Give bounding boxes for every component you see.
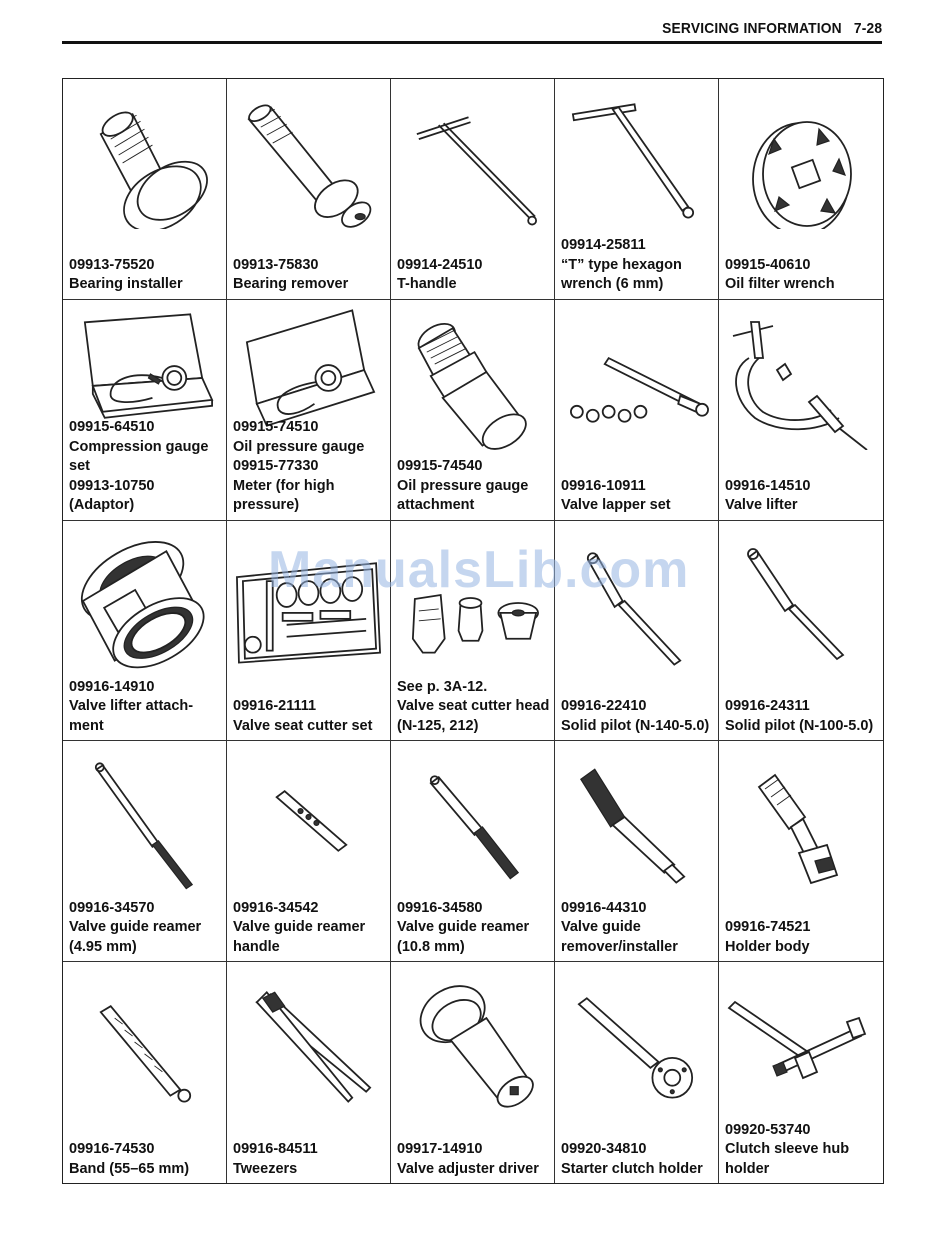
tool-name: Band (55–65 mm) [69, 1160, 190, 1177]
reamer-handle-icon [227, 741, 390, 891]
tool-name: Valve seat cutter head (N-125, 212) [397, 698, 550, 734]
part-number: 09916-24311 [725, 698, 810, 715]
part-number: 09913-75830 [233, 256, 319, 273]
t-hex-wrench-icon [555, 79, 718, 229]
part-number: 09916-34570 [69, 899, 155, 916]
tool-cell [63, 962, 227, 1183]
tool-name: Solid pilot (N-140-5.0) [561, 717, 710, 734]
part-number: 09917-14910 [397, 1141, 483, 1157]
clutch-hub-holder-icon [719, 962, 883, 1112]
tool-cell [555, 300, 719, 521]
tool-cell [719, 79, 883, 300]
part-number: 09916-14510 [725, 477, 811, 494]
part-number: 09920-34810 [561, 1141, 647, 1157]
tool-name: Valve lifter attach-ment [69, 698, 194, 734]
tool-cell [63, 79, 227, 300]
tool-name: Valve guide reamer (10.8 mm) [397, 919, 530, 955]
tweezers-icon [227, 962, 390, 1112]
tool-name-2: (Adaptor) [69, 497, 135, 514]
tool-name: Oil pressure gauge [233, 438, 365, 455]
tool-grid [62, 78, 884, 1184]
header-rule [62, 41, 882, 44]
guide-remover-icon [555, 741, 718, 891]
tool-name: Valve lifter [725, 497, 798, 514]
tool-name: Starter clutch holder [561, 1160, 703, 1177]
tool-name: Solid pilot (N-100-5.0) [725, 717, 874, 734]
part-number-2: 09915-77330 [233, 458, 319, 475]
reamer-2-icon [391, 741, 554, 891]
part-number: 09915-74540 [397, 458, 483, 475]
tool-name: T-handle [397, 276, 457, 293]
tool-name: Bearing remover [233, 276, 349, 293]
tool-name: Compression gauge set [69, 438, 209, 475]
tool-name: Valve guide remover/installer [561, 919, 678, 955]
starter-clutch-holder-icon [555, 962, 718, 1112]
band-icon [63, 962, 226, 1112]
valve-lifter-attachment-icon [63, 521, 226, 671]
tool-name: Valve lapper set [561, 497, 671, 514]
tool-cell [227, 300, 391, 521]
tool-cell [555, 79, 719, 300]
tool-name: Oil filter wrench [725, 276, 835, 293]
tool-cell [227, 962, 391, 1183]
solid-pilot-2-icon [719, 521, 883, 671]
tool-name: Clutch sleeve hub holder [725, 1141, 850, 1177]
page-header [62, 18, 882, 42]
tool-name: Valve adjuster driver [397, 1160, 539, 1177]
tool-name: Oil pressure gauge attachment [397, 477, 529, 514]
part-number: 09915-64510 [69, 419, 155, 436]
tool-name: Valve seat cutter set [233, 717, 373, 734]
gauge-attachment-icon [391, 300, 554, 450]
tool-cell [391, 741, 555, 962]
oil-filter-wrench-icon [719, 79, 883, 229]
tool-cell [63, 300, 227, 521]
tool-name: Holder body [725, 938, 810, 955]
tool-cell [719, 962, 883, 1183]
tool-cell [391, 79, 555, 300]
part-number: 09916-34580 [397, 899, 483, 916]
part-number: See p. 3A-12. [397, 678, 488, 695]
reamer-icon [63, 741, 226, 891]
tool-name: Bearing installer [69, 276, 183, 293]
tool-cell [719, 741, 883, 962]
part-number: 09915-74510 [233, 419, 319, 436]
part-number: 09916-84511 [233, 1141, 318, 1157]
tool-cell [391, 962, 555, 1183]
holder-body-icon [719, 741, 883, 891]
part-number: 09916-22410 [561, 698, 647, 715]
tool-cell [63, 741, 227, 962]
part-number: 09914-24510 [397, 256, 483, 273]
tool-name: “T” type hexagon wrench (6 mm) [561, 256, 682, 293]
tool-cell [227, 79, 391, 300]
part-number-2: 09913-10750 [69, 477, 155, 494]
part-number: 09915-40610 [725, 256, 811, 273]
tool-name: Valve guide reamer (4.95 mm) [69, 919, 202, 955]
adjuster-driver-icon [391, 962, 554, 1112]
part-number: 09916-74521 [725, 919, 811, 936]
tool-cell [555, 962, 719, 1183]
tool-cell [63, 521, 227, 742]
part-number: 09916-10911 [561, 477, 646, 494]
part-number: 09916-34542 [233, 899, 319, 916]
part-number: 09916-74530 [69, 1141, 155, 1157]
header-title: SERVICING INFORMATION 7-28 [661, 20, 882, 37]
tool-cell [227, 741, 391, 962]
tool-name: Tweezers [233, 1160, 298, 1177]
bearing-remover-icon [227, 79, 390, 229]
tool-cell [555, 741, 719, 962]
tool-name: Valve guide reamer handle [233, 919, 366, 955]
part-number: 09916-14910 [69, 678, 155, 695]
tool-cell [719, 521, 883, 742]
watermark: ManualsLib.com [268, 541, 690, 599]
part-number: 09920-53740 [725, 1121, 811, 1138]
t-handle-icon [391, 79, 554, 229]
part-number: 09916-21111 [233, 698, 317, 715]
tool-cell [391, 300, 555, 521]
part-number: 09914-25811 [561, 237, 646, 254]
part-number: 09913-75520 [69, 256, 155, 273]
valve-lifter-icon [719, 300, 883, 450]
part-number: 09916-44310 [561, 899, 647, 916]
tool-name-2: Meter (for high pressure) [233, 477, 335, 514]
valve-lapper-icon [555, 300, 718, 450]
bearing-installer-icon [63, 79, 226, 229]
tool-cell [719, 300, 883, 521]
